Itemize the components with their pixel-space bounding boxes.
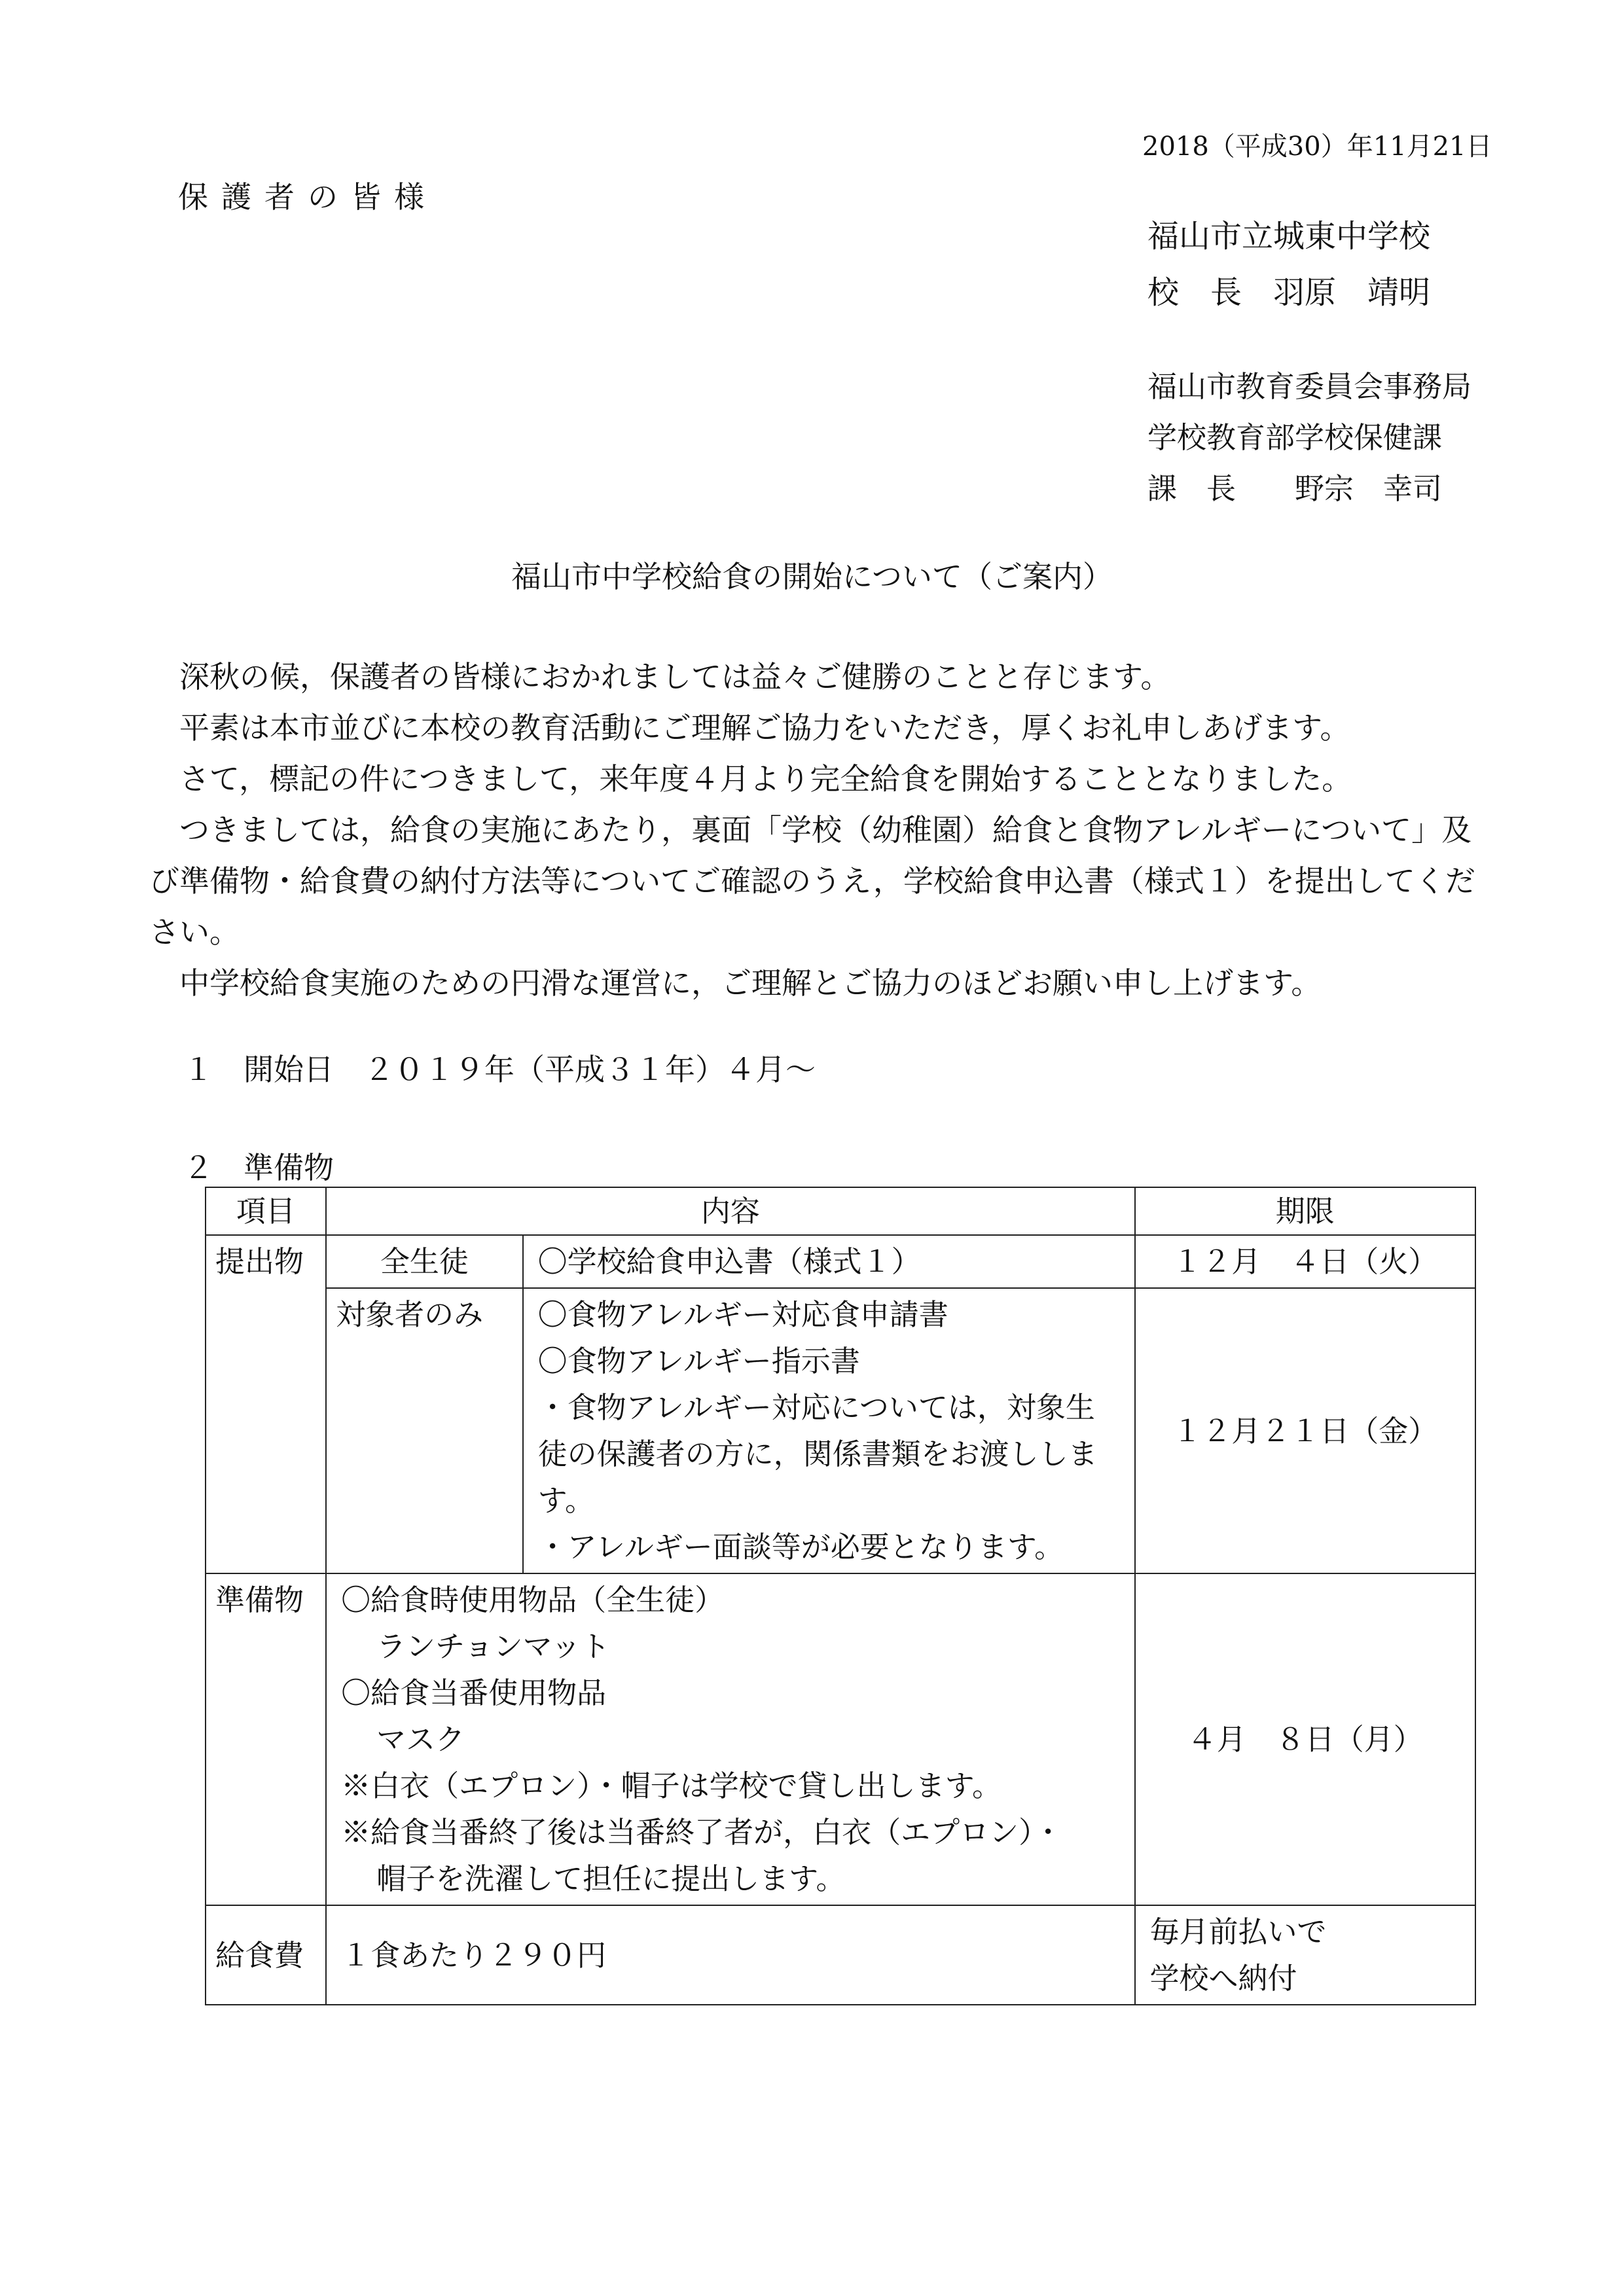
fee-deadline xyxy=(1135,1905,1475,2005)
body-paragraph: さて，標記の件につきまして，来年度４月より完全給食を開始することとなりました。 xyxy=(179,761,1352,797)
department-name: 学校教育部学校保健課 xyxy=(1147,420,1443,455)
document-body xyxy=(149,651,1485,1009)
all-students-deadline: １２月 ４日（火） xyxy=(1135,1235,1475,1288)
prep-line: 帽子を洗濯して担任に提出します。 xyxy=(376,1861,846,1896)
prep-line: ※白衣（エプロン）・帽子は学校で貸し出します。 xyxy=(341,1768,1002,1803)
fee-deadline-line: 学校へ納付 xyxy=(1149,1961,1297,1996)
submission-label: 提出物 xyxy=(206,1235,326,1573)
all-students-content: 〇学校給食申込書（様式１） xyxy=(523,1235,1135,1288)
header-content: 内容 xyxy=(326,1187,1134,1235)
table-header-row xyxy=(206,1187,1475,1235)
all-students-label: 全生徒 xyxy=(326,1235,523,1288)
fee-label: 給食費 xyxy=(206,1905,326,2005)
prep-line: ランチョンマット xyxy=(376,1629,610,1664)
target-only-deadline: １２月２１日（金） xyxy=(1135,1288,1475,1573)
sender-board-block xyxy=(1147,361,1471,514)
document-title: 福山市中学校給食の開始について（ご案内） xyxy=(511,559,1113,594)
target-only-label: 対象者のみ xyxy=(326,1288,523,1573)
body-paragraph: 平素は本市並びに本校の教育活動にご理解ご協力をいただき，厚くお礼申しあげます。 xyxy=(179,710,1350,745)
table-row xyxy=(206,1235,1475,1288)
sender-school-block xyxy=(1147,208,1430,321)
principal-name: 校 長 羽原 靖明 xyxy=(1147,274,1431,311)
body-paragraph: 中学校給食実施のための円滑な運営に，ご理解とご協力のほどお願い申し上げます。 xyxy=(179,965,1322,1001)
section-start-date: １ 開始日 ２０１９年（平成３１年）４月～ xyxy=(183,1052,816,1087)
target-line: 〇食物アレルギー対応食申請書 xyxy=(537,1297,948,1332)
prep-line: ※給食当番終了後は当番終了者が，白衣（エプロン）・ xyxy=(341,1815,1063,1850)
body-paragraph: 深秋の候，保護者の皆様におかれましては益々ご健勝のことと存じます。 xyxy=(179,659,1171,694)
preparation-deadline: ４月 ８日（月） xyxy=(1135,1573,1475,1905)
table-row xyxy=(206,1288,1475,1573)
prep-line: 〇給食当番使用物品 xyxy=(341,1676,607,1710)
addressee: 保護者の皆様 xyxy=(178,179,437,215)
prep-line: マスク xyxy=(376,1722,465,1757)
document-date: 2018（平成30）年11月21日 xyxy=(1142,132,1492,162)
target-line: ・食物アレルギー対応については，対象生徒の保護者の方に，関係書類をお渡しします。 xyxy=(537,1390,1098,1518)
header-item: 項目 xyxy=(206,1187,326,1235)
preparation-label: 準備物 xyxy=(206,1573,326,1905)
table-row xyxy=(206,1905,1475,2005)
table-row xyxy=(206,1573,1475,1905)
body-paragraph: つきましては，給食の実施にあたり，裏面「学校（幼稚園）給食と食物アレルギーについて」及び準備物・給食費の納付方法等についてご確認のうえ，学校給食申込書（様式１）を提出してください。 xyxy=(149,812,1475,950)
fee-content: １食あたり２９０円 xyxy=(326,1905,1134,2005)
header-deadline: 期限 xyxy=(1135,1187,1475,1235)
prep-line: 〇給食時使用物品（全生徒） xyxy=(341,1583,725,1617)
preparation-content xyxy=(326,1573,1134,1905)
section-preparation-heading: ２ 準備物 xyxy=(183,1150,334,1185)
school-name: 福山市立城東中学校 xyxy=(1147,218,1431,255)
board-name: 福山市教育委員会事務局 xyxy=(1147,369,1472,404)
target-line: ・アレルギー面談等が必要となります。 xyxy=(537,1530,1064,1564)
fee-deadline-line: 毎月前払いで xyxy=(1149,1914,1327,1949)
section-chief-name: 課 長 野宗 幸司 xyxy=(1147,471,1443,506)
target-line: 〇食物アレルギー指示書 xyxy=(537,1344,860,1378)
target-only-content xyxy=(523,1288,1135,1573)
preparation-table xyxy=(205,1187,1476,2005)
